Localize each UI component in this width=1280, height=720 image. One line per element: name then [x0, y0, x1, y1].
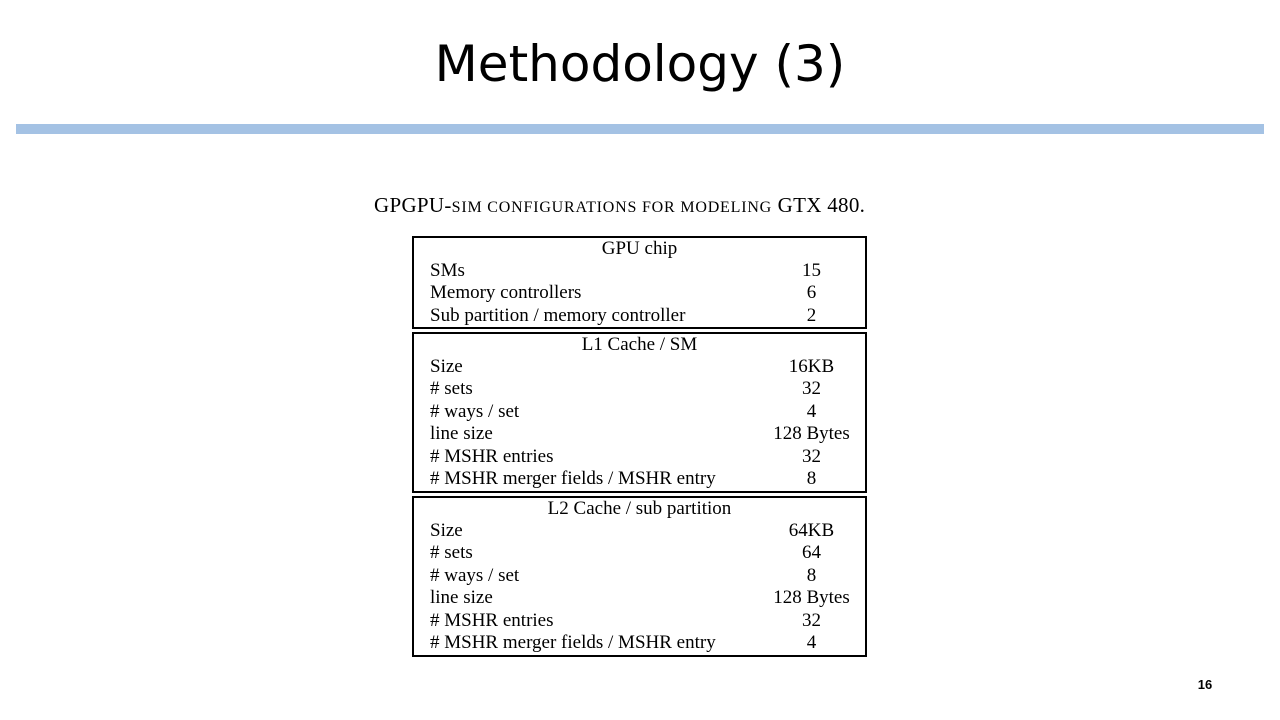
row-value: 2: [806, 304, 817, 326]
row-label: # MSHR merger fields / MSHR entry: [430, 631, 716, 653]
page-number: 16: [1197, 677, 1213, 692]
table-row: [414, 423, 865, 445]
row-label: # ways / set: [430, 400, 520, 422]
table-row: [414, 632, 865, 654]
section-header: L2 Cache / sub partition: [547, 498, 732, 519]
row-value: 32: [802, 445, 821, 467]
row-value: 15: [802, 260, 821, 281]
table-row: [414, 378, 865, 400]
row-value: 8: [806, 564, 817, 586]
row-value: 6: [806, 282, 817, 304]
row-label: Size: [430, 356, 463, 377]
row-label: SMs: [430, 260, 465, 281]
section-l1-cache: [412, 332, 867, 493]
row-label: # sets: [430, 378, 473, 400]
section-header: GPU chip: [601, 238, 678, 259]
row-value: 64: [802, 542, 821, 564]
row-label: Memory controllers: [430, 282, 582, 304]
table-row: [414, 260, 865, 282]
table-caption: [374, 192, 974, 221]
row-value: 4: [806, 400, 817, 422]
table-row: [414, 282, 865, 304]
row-label: # ways / set: [430, 564, 520, 586]
row-label: # MSHR entries: [430, 445, 554, 467]
row-label: line size: [430, 423, 493, 445]
table-row: [414, 587, 865, 609]
caption-suffix: GTX 480.: [777, 193, 866, 217]
title-rule: [16, 124, 1264, 134]
row-value: 32: [802, 378, 821, 400]
section-header: L1 Cache / SM: [581, 334, 698, 355]
table-row: [414, 520, 865, 542]
row-label: Sub partition / memory controller: [430, 304, 686, 326]
section-gpu-chip: [412, 236, 867, 329]
table-row: [414, 542, 865, 564]
caption-prefix: GPGPU-: [374, 193, 452, 217]
row-value: 32: [802, 609, 821, 631]
section-l2-cache: [412, 496, 867, 657]
row-value: 64KB: [788, 520, 835, 541]
table-row: [414, 610, 865, 632]
row-label: # MSHR entries: [430, 609, 554, 631]
row-value: 16KB: [788, 356, 835, 377]
row-label: # sets: [430, 542, 473, 564]
row-value: 128 Bytes: [773, 423, 850, 445]
table-row: [414, 401, 865, 423]
caption-small-caps: SIM CONFIGURATIONS FOR MODELING: [451, 199, 773, 216]
table-row: [414, 305, 865, 327]
row-value: 128 Bytes: [773, 587, 850, 609]
table-row: [414, 446, 865, 468]
table-row: [414, 565, 865, 587]
table-row: [414, 468, 865, 490]
row-value: 8: [806, 467, 817, 489]
row-label: # MSHR merger fields / MSHR entry: [430, 467, 716, 489]
row-label: Size: [430, 520, 463, 541]
row-value: 4: [806, 631, 817, 653]
table-row: [414, 356, 865, 378]
slide-title: Methodology (3): [434, 35, 846, 93]
row-label: line size: [430, 587, 493, 609]
